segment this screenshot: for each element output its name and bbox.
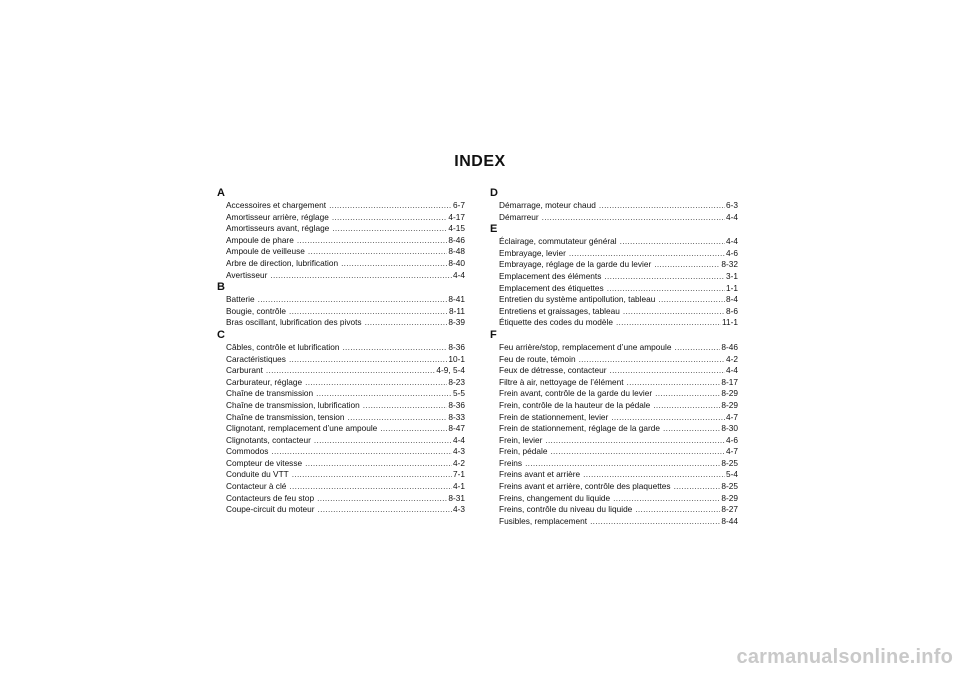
entry-page: 8-29 <box>721 399 738 410</box>
index-entry <box>499 504 738 516</box>
section-letter-f: F <box>490 328 497 341</box>
entry-page: 8-31 <box>448 492 465 503</box>
dot-leader <box>542 212 725 224</box>
entry-page: 5-5 <box>453 388 465 399</box>
entry-label: Ampoule de phare <box>226 234 294 245</box>
dot-leader <box>599 200 725 212</box>
index-entry <box>226 342 465 354</box>
entry-label: Embrayage, réglage de la garde du levier <box>499 259 652 270</box>
entry-page: 6-7 <box>453 200 465 210</box>
entry-label: Étiquette des codes du modèle <box>499 317 613 328</box>
dot-leader <box>341 258 447 270</box>
dot-leader <box>289 481 452 493</box>
index-entry <box>226 469 465 481</box>
entry-page: 5-4 <box>726 469 738 480</box>
dot-leader <box>292 469 452 481</box>
entry-label: Freins avant et arrière <box>499 469 581 480</box>
entry-page: 8-41 <box>448 294 465 305</box>
index-entry <box>226 354 465 366</box>
dot-leader <box>653 400 720 412</box>
entry-page: 4-3 <box>453 504 465 515</box>
entry-label: Contacteurs de feu stop <box>226 492 315 503</box>
dot-leader <box>604 271 725 283</box>
entry-page: 4-6 <box>726 434 738 445</box>
dot-leader <box>583 469 725 481</box>
entry-page: 8-17 <box>721 376 738 387</box>
index-entry <box>226 223 465 235</box>
index-entry <box>226 258 465 270</box>
dot-leader <box>380 423 447 435</box>
dot-leader <box>569 248 725 260</box>
dot-leader <box>616 317 721 329</box>
index-entry <box>499 469 738 481</box>
entry-label: Démarreur <box>499 211 539 222</box>
index-entry <box>499 283 738 295</box>
dot-leader <box>314 435 452 447</box>
entry-label: Feu de route, témoin <box>499 353 576 364</box>
entry-page: 4-4 <box>453 269 465 280</box>
entry-label: Chaîne de transmission, lubrification <box>226 399 360 410</box>
dot-leader <box>609 365 725 377</box>
dot-leader <box>318 504 452 516</box>
entry-label: Chaîne de transmission, tension <box>226 411 345 422</box>
entry-page: 7-1 <box>453 469 465 480</box>
index-entry <box>226 412 465 424</box>
index-column-right <box>490 187 738 527</box>
index-entry <box>226 400 465 412</box>
dot-leader <box>258 294 448 306</box>
entry-label: Freins <box>499 457 523 468</box>
entry-page: 4-4 <box>453 434 465 445</box>
index-entry <box>499 365 738 377</box>
dot-leader <box>620 236 725 248</box>
entry-label: Démarrage, moteur chaud <box>499 200 596 210</box>
entry-label: Amortisseurs avant, réglage <box>226 223 330 234</box>
index-entry <box>499 294 738 306</box>
dot-leader <box>627 377 721 389</box>
entry-label: Carburant <box>226 365 263 376</box>
section-letter-a: A <box>217 187 225 199</box>
dot-leader <box>663 423 720 435</box>
entry-page: 4-9, 5-4 <box>436 365 465 376</box>
index-entry <box>226 365 465 377</box>
entry-label: Fusibles, remplacement <box>499 515 588 526</box>
index-entry <box>499 481 738 493</box>
dot-leader <box>635 504 720 516</box>
entry-label: Clignotants, contacteur <box>226 434 311 445</box>
index-entry <box>226 246 465 258</box>
index-entry <box>226 377 465 389</box>
index-entry <box>499 388 738 400</box>
entry-label: Entretiens et graissages, tableau <box>499 305 620 316</box>
index-entry <box>226 481 465 493</box>
section-letter-e: E <box>490 223 498 236</box>
entry-page: 8-23 <box>448 376 465 387</box>
index-entry <box>499 458 738 470</box>
entry-label: Câbles, contrôle et lubrification <box>226 341 340 352</box>
entry-page: 8-30 <box>721 423 738 434</box>
dot-leader <box>317 493 447 505</box>
dot-leader <box>329 200 452 212</box>
entry-page: 8-46 <box>721 341 738 352</box>
entry-label: Freins avant et arrière, contrôle des plaquettes <box>499 481 671 492</box>
entry-page: 8-46 <box>448 234 465 245</box>
entry-page: 4-7 <box>726 411 738 422</box>
index-column-left <box>217 187 465 516</box>
dot-leader <box>674 481 721 493</box>
entry-page: 8-25 <box>721 457 738 468</box>
entry-label: Ampoule de veilleuse <box>226 246 305 257</box>
index-entry <box>499 354 738 366</box>
entry-page: 4-15 <box>448 223 465 234</box>
index-entry <box>499 423 738 435</box>
dot-leader <box>525 458 720 470</box>
dot-leader <box>308 246 448 258</box>
entry-label: Arbre de direction, lubrification <box>226 257 339 268</box>
dot-leader <box>363 400 448 412</box>
dot-leader <box>365 317 448 329</box>
index-entry <box>499 248 738 260</box>
dot-leader <box>550 446 725 458</box>
dot-leader <box>271 446 452 458</box>
index-entry <box>226 306 465 318</box>
entry-page: 8-47 <box>448 423 465 434</box>
entry-label: Chaîne de transmission <box>226 388 314 399</box>
entry-label: Accessoires et chargement <box>226 200 327 210</box>
index-entry <box>499 259 738 271</box>
entry-label: Coupe-circuit du moteur <box>226 504 315 515</box>
index-entry <box>226 270 465 282</box>
page-title: INDEX <box>454 153 506 170</box>
dot-leader <box>607 283 725 295</box>
entry-page: 8-44 <box>721 515 738 526</box>
entry-label: Embrayage, levier <box>499 247 566 258</box>
dot-leader <box>348 412 448 424</box>
entry-label: Avertisseur <box>226 269 268 280</box>
entry-label: Compteur de vitesse <box>226 457 303 468</box>
entry-page: 10-1 <box>448 353 465 364</box>
entry-page: 8-33 <box>448 411 465 422</box>
index-entry <box>499 377 738 389</box>
entry-label: Entretien du système antipollution, tableau <box>499 294 656 305</box>
index-entry <box>499 271 738 283</box>
index-entry <box>226 435 465 447</box>
entry-page: 4-3 <box>453 446 465 457</box>
dot-leader <box>613 493 720 505</box>
dot-leader <box>289 306 448 318</box>
entry-label: Frein de stationnement, réglage de la garde <box>499 423 660 434</box>
index-entry <box>226 423 465 435</box>
entry-label: Bougie, contrôle <box>226 305 286 316</box>
watermark-text: carmanualsonline.info <box>736 646 953 668</box>
entry-page: 4-2 <box>453 457 465 468</box>
index-entry <box>226 235 465 247</box>
index-entry <box>226 212 465 224</box>
index-entry <box>499 306 738 318</box>
index-entry <box>226 458 465 470</box>
index-entry <box>499 317 738 329</box>
entry-label: Éclairage, commutateur général <box>499 236 617 247</box>
index-entry <box>226 388 465 400</box>
entry-label: Contacteur à clé <box>226 481 287 492</box>
entry-page: 4-6 <box>726 247 738 258</box>
entry-label: Feux de détresse, contacteur <box>499 365 607 376</box>
dot-leader <box>545 435 725 447</box>
index-entry <box>499 435 738 447</box>
entry-label: Bras oscillant, lubrification des pivots <box>226 317 362 328</box>
dot-leader <box>611 412 725 424</box>
dot-leader <box>305 377 447 389</box>
index-entry <box>499 412 738 424</box>
index-entry <box>499 342 738 354</box>
dot-leader <box>332 223 447 235</box>
entry-page: 4-17 <box>448 211 465 222</box>
entry-label: Emplacement des éléments <box>499 270 602 281</box>
dot-leader <box>316 388 452 400</box>
entry-label: Frein, levier <box>499 434 543 445</box>
dot-leader <box>655 388 720 400</box>
section-letter-d: D <box>490 187 498 199</box>
entry-label: Frein de stationnement, levier <box>499 411 609 422</box>
dot-leader <box>579 354 725 366</box>
index-entry <box>499 446 738 458</box>
entry-page: 4-2 <box>726 353 738 364</box>
entry-page: 4-1 <box>453 481 465 492</box>
entry-page: 11-1 <box>722 317 738 328</box>
entry-page: 1-1 <box>726 282 738 293</box>
index-entry <box>226 446 465 458</box>
index-entry <box>499 236 738 248</box>
dot-leader <box>654 259 720 271</box>
entry-label: Batterie <box>226 294 255 305</box>
entry-label: Frein, contrôle de la hauteur de la pédale <box>499 399 651 410</box>
entry-page: 6-3 <box>726 200 738 210</box>
entry-page: 4-7 <box>726 446 738 457</box>
entry-label: Caractéristiques <box>226 353 286 364</box>
entry-page: 3-1 <box>726 270 738 281</box>
entry-page: 8-36 <box>448 341 465 352</box>
dot-leader <box>658 294 725 306</box>
entry-page: 4-4 <box>726 211 738 222</box>
entry-label: Carburateur, réglage <box>226 376 303 387</box>
dot-leader <box>289 354 447 366</box>
entry-page: 4-4 <box>726 365 738 376</box>
dot-leader <box>342 342 447 354</box>
dot-leader <box>270 270 452 282</box>
dot-leader <box>297 235 448 247</box>
entry-label: Amortisseur arrière, réglage <box>226 211 329 222</box>
entry-page: 8-25 <box>721 481 738 492</box>
entry-label: Emplacement des étiquettes <box>499 282 604 293</box>
section-letter-c: C <box>217 328 225 341</box>
index-entry <box>499 400 738 412</box>
entry-page: 8-6 <box>726 305 738 316</box>
entry-page: 8-48 <box>448 246 465 257</box>
dot-leader <box>623 306 725 318</box>
entry-page: 4-4 <box>726 236 738 247</box>
section-letter-b: B <box>217 281 225 294</box>
entry-page: 8-4 <box>726 294 738 305</box>
entry-page: 8-27 <box>721 504 738 515</box>
index-entry <box>499 493 738 505</box>
entry-page: 8-29 <box>721 492 738 503</box>
dot-leader <box>590 516 720 528</box>
entry-label: Filtre à air, nettoyage de l’élément <box>499 376 624 387</box>
index-entry <box>499 212 738 224</box>
index-entry <box>226 294 465 306</box>
dot-leader <box>674 342 720 354</box>
index-entry <box>499 200 738 212</box>
entry-label: Frein, pédale <box>499 446 548 457</box>
index-entry <box>226 200 465 212</box>
entry-label: Frein avant, contrôle de la garde du levier <box>499 388 653 399</box>
dot-leader <box>305 458 452 470</box>
entry-label: Clignotant, remplacement d’une ampoule <box>226 423 378 434</box>
entry-page: 8-40 <box>448 257 465 268</box>
entry-label: Feu arrière/stop, remplacement d’une ampoule <box>499 341 672 352</box>
index-entry <box>226 317 465 329</box>
entry-label: Freins, contrôle du niveau du liquide <box>499 504 633 515</box>
entry-page: 8-39 <box>448 317 465 328</box>
entry-page: 8-29 <box>721 388 738 399</box>
dot-leader <box>266 365 436 377</box>
index-entry <box>499 516 738 528</box>
entry-label: Conduite du VTT <box>226 469 289 480</box>
entry-page: 8-11 <box>449 305 465 316</box>
entry-label: Freins, changement du liquide <box>499 492 611 503</box>
index-entry <box>226 504 465 516</box>
dot-leader <box>332 212 448 224</box>
entry-page: 8-32 <box>721 259 738 270</box>
index-entry <box>226 493 465 505</box>
entry-page: 8-36 <box>448 399 465 410</box>
entry-label: Commodos <box>226 446 269 457</box>
